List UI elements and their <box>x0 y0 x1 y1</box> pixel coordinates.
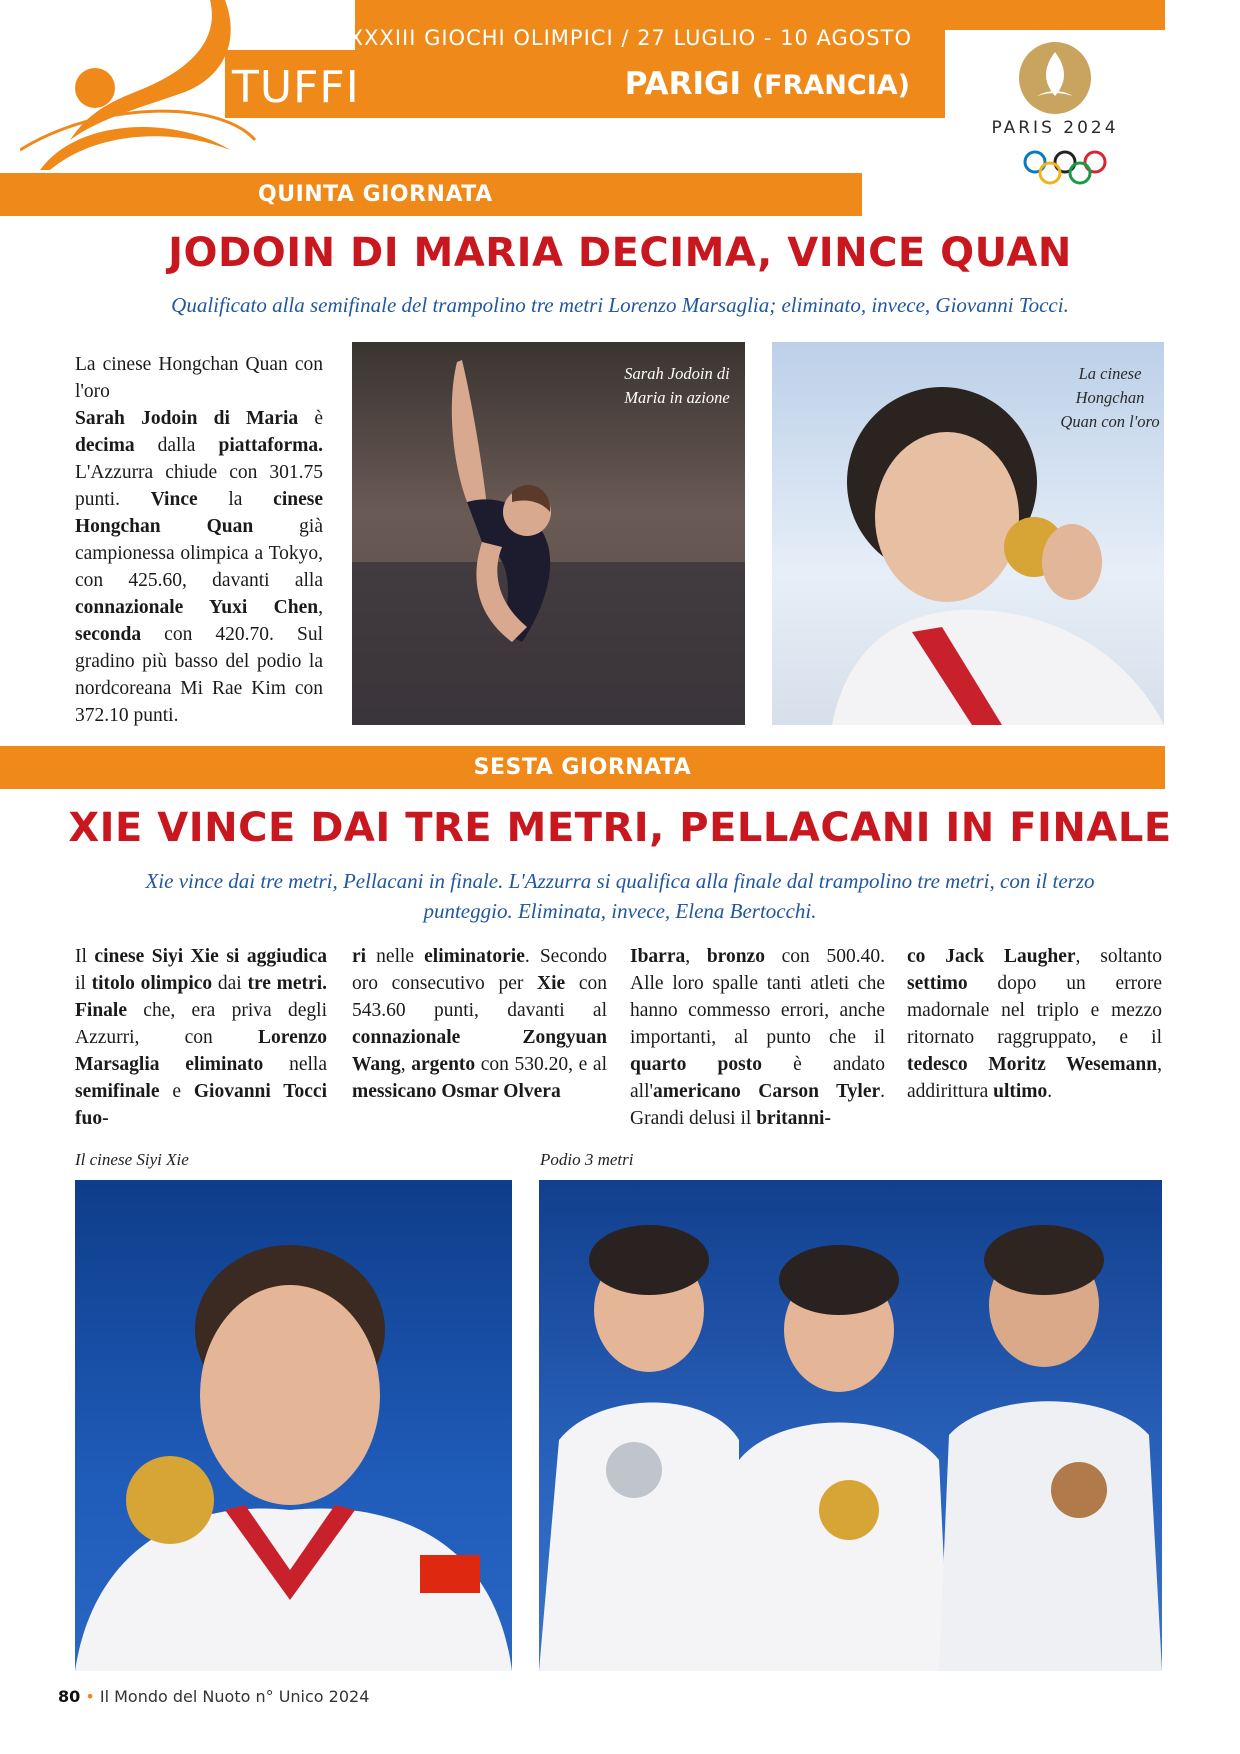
body-text: quarto posto <box>630 1054 762 1075</box>
body-text: L'Azzurra chiude con 301.75 punti. <box>75 462 323 510</box>
day5-banner <box>0 173 862 216</box>
section-name: TUFFI <box>232 62 360 113</box>
page-number: 80 <box>58 1687 81 1706</box>
body-text: . Secondo oro consecutivo per <box>352 946 607 994</box>
body-text: semifinale <box>75 1081 160 1102</box>
body-text: Xie <box>537 973 566 994</box>
body-text: con 500.40. Alle loro spalle tanti atleti che hanno commesso errori, anche importanti, al punto che il <box>630 946 885 1048</box>
olympic-flame-logo-icon <box>1005 38 1105 116</box>
body-text: seconda <box>75 624 142 645</box>
body-text: co Jack Laugher <box>907 946 1076 967</box>
caption-xie: Il cinese Siyi Xie <box>75 1150 189 1169</box>
body-text: Lorenzo Marsaglia eliminato <box>75 1027 327 1075</box>
photo2-caption: La cinese Hongchan Quan con l'oro <box>1060 364 1160 431</box>
body-text: è andato all' <box>630 1054 885 1102</box>
body-text: il <box>75 973 92 994</box>
body-text: cinese Hongchan Quan <box>75 489 323 537</box>
body-text: , soltanto <box>1075 946 1162 967</box>
body-text: americano Carson Tyler <box>653 1081 881 1102</box>
body-text: , <box>400 1054 412 1075</box>
photo-podium <box>539 1180 1162 1671</box>
body-text: è <box>298 408 324 429</box>
event-line: XXXIII GIOCHI OLIMPICI / 27 LUGLIO - 10 AGOSTO <box>348 26 912 50</box>
day6-column-1 <box>75 943 327 1132</box>
body-text: con 543.60 punti, davanti al <box>352 973 607 1021</box>
body-text: che, era priva degli Azzurri, con <box>75 1000 327 1048</box>
day5-standfirst: Qualificato alla semifinale del trampolino tre metri Lorenzo Marsaglia; eliminato, invece, Giovanni Tocci. <box>171 293 1069 317</box>
body-text: con 530.20, e al <box>475 1054 607 1075</box>
body-text: . Grandi delusi il <box>630 1081 885 1129</box>
body-text: Ibarra <box>630 946 686 967</box>
body-text: cinese Siyi Xie si aggiudica <box>94 946 327 967</box>
body-text: ri <box>352 946 367 967</box>
body-text: eliminatorie <box>424 946 525 967</box>
body-text: dopo un errore madornale nel triplo e mezzo ritornato raggruppato, e il <box>907 973 1162 1048</box>
body-text: . <box>1047 1081 1053 1102</box>
caption-podium: Podio 3 metri <box>540 1150 634 1169</box>
day5-title: JODOIN DI MARIA DECIMA, VINCE QUAN <box>168 230 1072 276</box>
body-text: con 420.70. Sul gradino più basso del podio la nordcoreana Mi Rae Kim con 372.10 punti. <box>75 624 323 726</box>
day5-label: QUINTA GIORNATA <box>258 182 493 207</box>
body-text: bronzo <box>706 946 765 967</box>
body-text: la <box>197 489 274 510</box>
footer-separator: • <box>80 1687 100 1706</box>
day5-body <box>75 351 323 729</box>
body-text: connazionale Zongyuan Wang <box>352 1027 607 1075</box>
day6-column-2 <box>352 943 607 1105</box>
day6-standfirst: Xie vince dai tre metri, Pellacani in finale. L'Azzurra si qualifica alla finale dal trampolino tre metri, con il terzo punteggio. Eliminata, invece, Elena Bertocchi. <box>145 869 1095 923</box>
body-text: argento <box>411 1054 476 1075</box>
body-text: e <box>159 1081 194 1102</box>
paris-logo-text: PARIS 2024 <box>991 118 1119 138</box>
body-text: , <box>685 946 707 967</box>
body-text: Sarah Jodoin di Maria <box>75 408 299 429</box>
body-text: ultimo <box>993 1081 1048 1102</box>
body-text: Vince <box>150 489 198 510</box>
body-text: messicano Osmar Olvera <box>352 1081 561 1102</box>
body-text: settimo <box>907 973 968 994</box>
body-text: Il <box>75 946 95 967</box>
body-text: Giovanni Tocci fuo- <box>75 1081 327 1129</box>
body-text: tedesco Moritz Wesemann <box>907 1054 1158 1075</box>
olympic-rings-icon <box>1020 148 1110 188</box>
body-text: piattaforma. <box>218 435 323 456</box>
day6-banner <box>0 746 1165 789</box>
photo-xie-gold <box>75 1180 512 1671</box>
body-text: titolo olimpico <box>91 973 213 994</box>
body-text: dai <box>212 973 248 994</box>
podium-athletes-icon <box>539 1180 1162 1671</box>
day6-label: SESTA GIORNATA <box>473 755 692 780</box>
body-text: decima <box>75 435 135 456</box>
body-text: , addirittura <box>907 1054 1162 1102</box>
day6-column-4 <box>907 943 1162 1105</box>
body-text: connazionale Yuxi Chen <box>75 597 319 618</box>
body-text: nelle <box>366 946 425 967</box>
body-text: britanni- <box>756 1108 831 1129</box>
page-footer <box>58 1687 369 1706</box>
body-text: , <box>318 597 323 618</box>
body-text: tre metri. <box>247 973 327 994</box>
intro-prefix: La cinese Hongchan Quan con l'oro <box>75 354 323 402</box>
magazine-name: Il Mondo del Nuoto n° Unico 2024 <box>99 1687 370 1706</box>
day6-title: XIE VINCE DAI TRE METRI, PELLACANI IN FINALE <box>68 805 1172 851</box>
country: (FRANCIA) <box>751 70 910 101</box>
body-text: già campionessa olimpica a Tokyo, con 425.60, davanti alla <box>75 516 324 591</box>
body-text: dalla <box>134 435 219 456</box>
city-line <box>625 66 910 102</box>
photo1-caption: Sarah Jodoin di Maria in azione <box>624 364 730 407</box>
athlete-with-medal-icon <box>75 1180 512 1671</box>
body-text: nella <box>263 1054 327 1075</box>
city: PARIGI <box>624 66 742 102</box>
day6-column-3 <box>630 943 885 1132</box>
body-text: Finale <box>75 1000 127 1021</box>
